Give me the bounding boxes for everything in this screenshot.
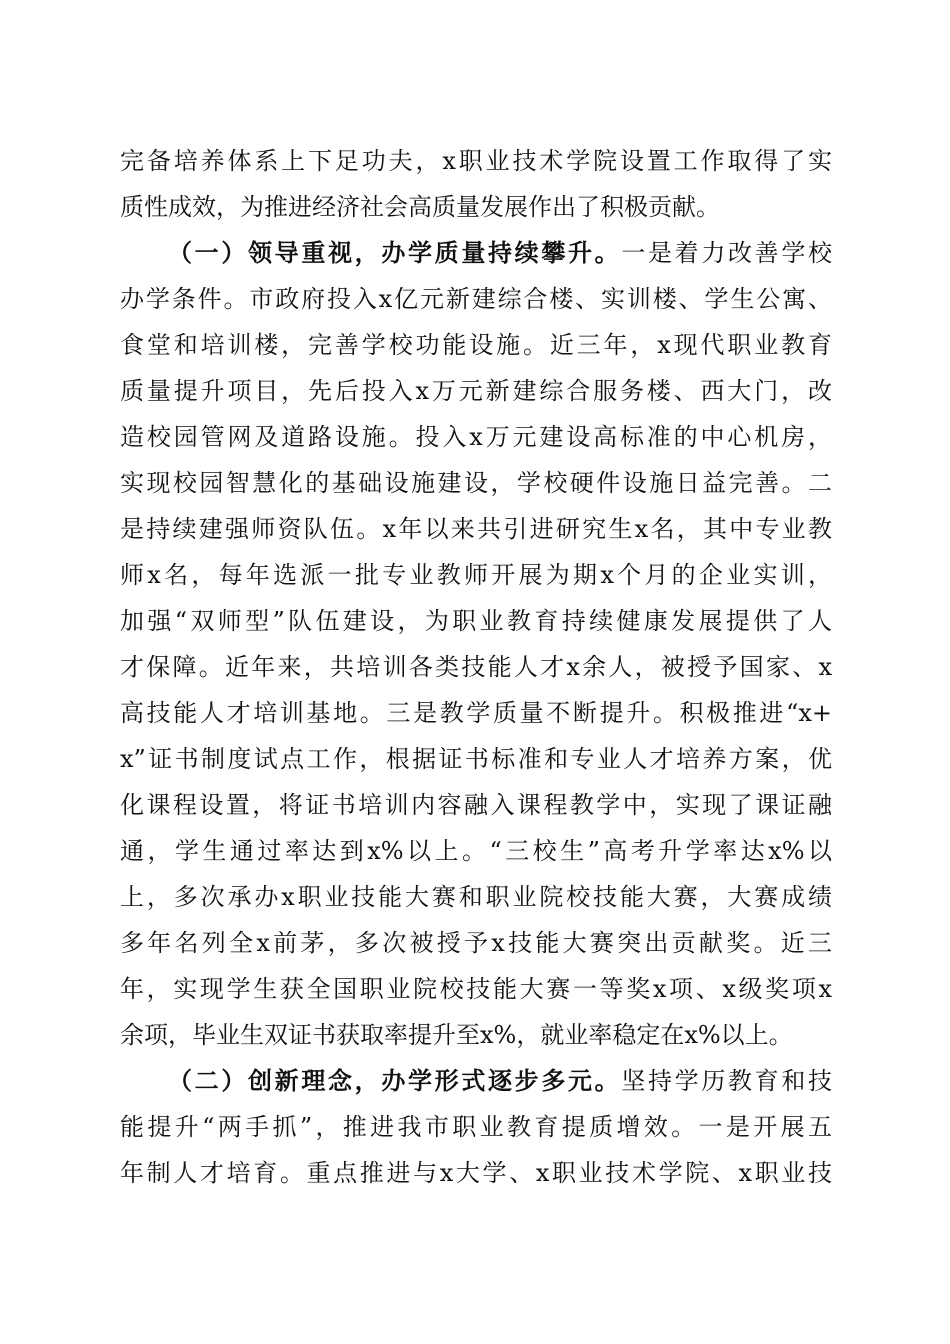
body-text-line: 年制人才培育。重点推进与x大学、x职业技术学院、x职业技 xyxy=(120,1159,832,1187)
body-text-line: 年，实现学生获全国职业院校技能大赛一等奖x项、x级奖项x xyxy=(120,975,832,1003)
section-2-first-line xyxy=(168,1061,832,1101)
body-text-line: 上，多次承办x职业技能大赛和职业院校技能大赛，大赛成绩 xyxy=(120,883,832,911)
body-text-line: 造校园管网及道路设施。投入x万元建设高标准的中心机房， xyxy=(120,423,832,451)
body-text-line: 完备培养体系上下足功夫，x职业技术学院设置工作取得了实 xyxy=(120,147,832,175)
body-text-line: 是持续建强师资队伍。x年以来共引进研究生x名，其中专业教 xyxy=(120,515,832,543)
body-text-line: 质量提升项目，先后投入x万元新建综合服务楼、西大门，改 xyxy=(120,377,832,405)
body-text-line: x”证书制度试点工作，根据证书标准和专业人才培养方案，优 xyxy=(120,745,832,773)
section-2-heading: （二）创新理念，办学形式逐步多元。 xyxy=(168,1066,622,1095)
section-1-heading: （一）领导重视，办学质量持续攀升。 xyxy=(168,238,622,267)
body-text-line: 才保障。近年来，共培训各类技能人才x余人，被授予国家、x xyxy=(120,653,832,681)
body-text-line: 办学条件。市政府投入x亿元新建综合楼、实训楼、学生公寓、 xyxy=(120,285,832,313)
section-1-text: 一是着力改善学校 xyxy=(621,239,833,267)
body-text-line: 通，学生通过率达到x%以上。“三校生”高考升学率达x%以 xyxy=(120,837,832,865)
body-text-line: 质性成效，为推进经济社会高质量发展作出了积极贡献。 xyxy=(120,193,720,221)
body-text-line: 加强“双师型”队伍建设，为职业教育持续健康发展提供了人 xyxy=(120,607,832,635)
body-text-line: 师x名，每年选派一批专业教师开展为期x个月的企业实训， xyxy=(120,561,832,589)
body-text-line: 多年名列全x前茅，多次被授予x技能大赛突出贡献奖。近三 xyxy=(120,929,832,957)
body-text-line: 高技能人才培训基地。三是教学质量不断提升。积极推进“x+ xyxy=(120,699,832,727)
section-1-first-line xyxy=(168,233,832,273)
body-text-line: 化课程设置，将证书培训内容融入课程教学中，实现了课证融 xyxy=(120,791,832,819)
section-2-text: 坚持学历教育和技 xyxy=(621,1067,833,1095)
body-text-line: 实现校园智慧化的基础设施建设，学校硬件设施日益完善。二 xyxy=(120,469,832,497)
body-text-line: 余项，毕业生双证书获取率提升至x%，就业率稳定在x%以上。 xyxy=(120,1021,793,1049)
body-text-line: 能提升“两手抓”，推进我市职业教育提质增效。一是开展五 xyxy=(120,1113,832,1141)
body-text-line: 食堂和培训楼，完善学校功能设施。近三年，x现代职业教育 xyxy=(120,331,832,359)
